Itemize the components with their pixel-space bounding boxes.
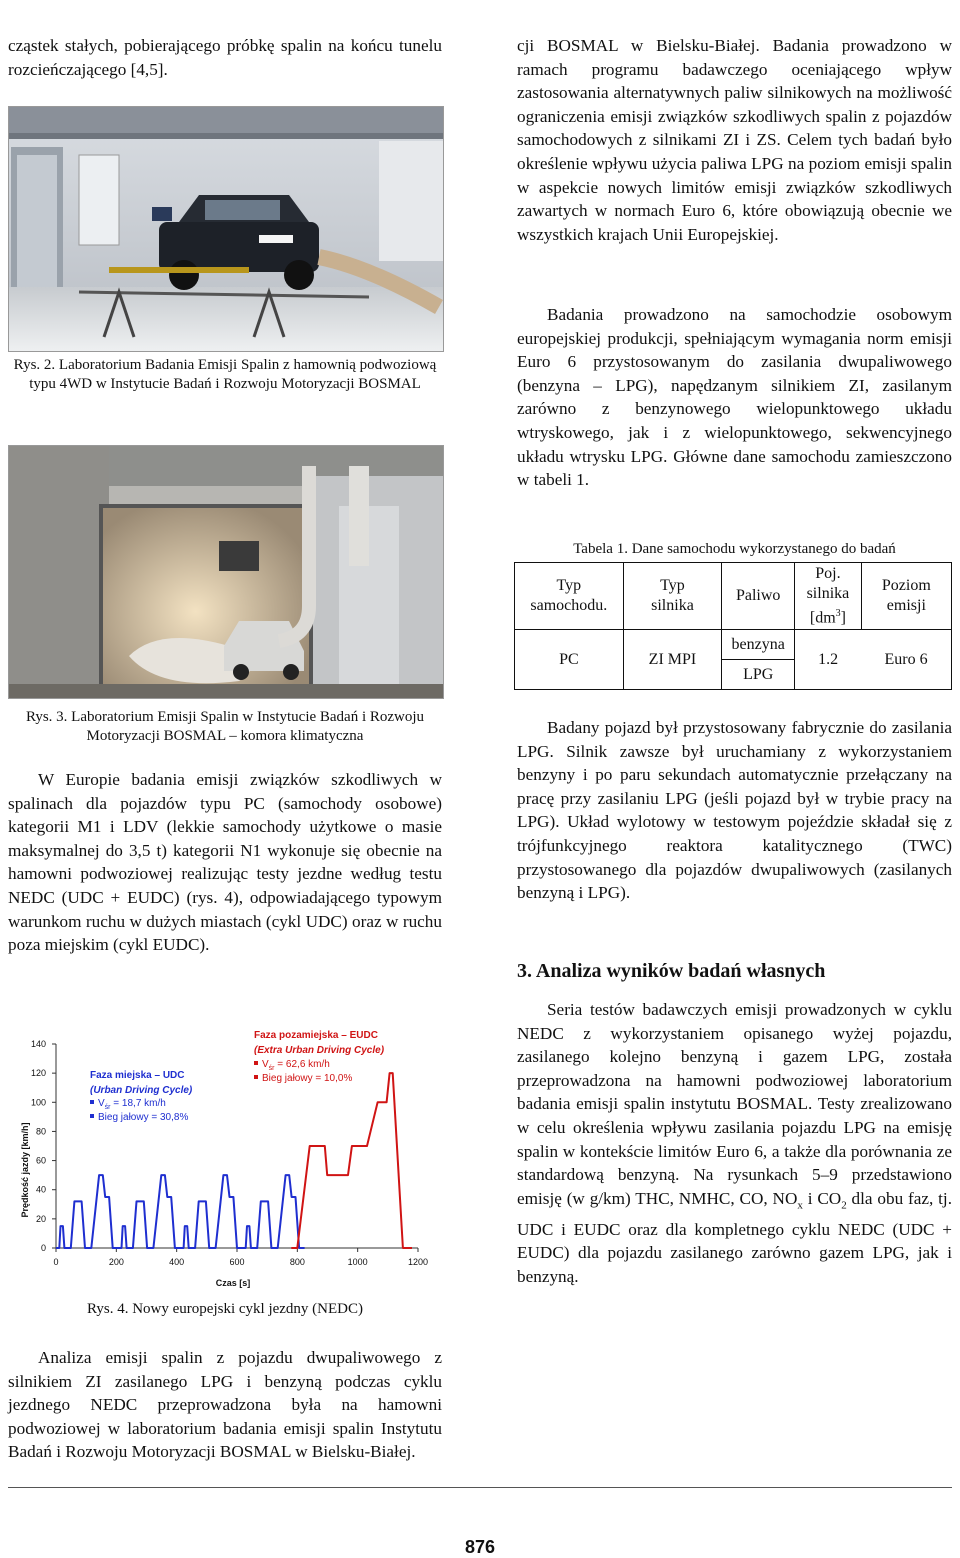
- table-header-engine-capacity: [795, 563, 862, 630]
- paragraph-particles: cząstek stałych, pobierającego próbkę spalin na końcu tunelu rozcieńczającego [4,5].: [8, 36, 442, 79]
- paragraph-results-c: dla obu faz, tj. UDC i EUDC oraz dla kompletnego cyklu NEDC (UDC + EUDC) dla pojazdu zasilanego zarówno gazem LPG, jak i benzyną.: [517, 1188, 952, 1286]
- co2-subscript: 2: [841, 1199, 847, 1212]
- eudc-annotation-sub: (Extra Urban Driving Cycle): [254, 1045, 385, 1056]
- photo-climate-chamber: [8, 445, 444, 699]
- table-header-car-type: Typ samochodu.: [515, 563, 624, 630]
- paragraph-research-program: cji BOSMAL w Bielsku-Białej. Badania prowadzono w ramach programu badawczego oceniającego wpływ zastosowania alternatywnych paliw silnikowych na możliwość ograniczenia emisji związków szkodliwych spalin z pojazdów samochodowych z silnikami ZI i ZS. Celem tych badań było określenie wpływu użycia paliwa LPG na poziom emisji spalin w aspekcie nowych limitów emisji związków szkodliwych zawartych w normach Euro 6, które obowiązują obecnie we wszystkich krajach Unii Europejskiej.: [517, 36, 952, 244]
- y-axis-label: Prędkość jazdy [km/h]: [20, 1122, 30, 1218]
- section-heading-3: 3. Analiza wyników badań własnych: [517, 960, 826, 982]
- table-header-emission-level: Poziom emisji: [861, 563, 951, 630]
- udc-avg-speed-sub: śr: [104, 1104, 111, 1111]
- udc-idle: Bieg jałowy = 30,8%: [98, 1112, 189, 1123]
- eudc-idle: Bieg jałowy = 10,0%: [262, 1073, 353, 1084]
- y-tick-label: 140: [30, 1039, 46, 1049]
- paragraph-analysis: Analiza emisji spalin z pojazdu dwupaliwowego z silnikiem ZI zasilanego LPG i benzyną podczas cyklu jezdnego NEDC przeprowadzona była na hamowni podwoziowej w laboratorium badania emisji spalin Instytutu Badań i Rozwoju Motoryzacji BOSMAL w Bielsku-Białej.: [8, 1348, 442, 1462]
- udc-annotation: [90, 1070, 193, 1123]
- photo-lab-illustration: [9, 107, 443, 351]
- y-tick-label: 80: [35, 1126, 46, 1137]
- x-tick-label: 400: [169, 1257, 185, 1267]
- y-tick-label: 0: [40, 1243, 46, 1253]
- x-tick-label: 1000: [347, 1257, 368, 1267]
- figure-2-caption: Rys. 2. Laboratorium Badania Emisji Spalin z hamownią podwoziową typu 4WD w Instytucie Badań i Rozwoju Motoryzacji BOSMAL: [13, 357, 437, 392]
- eudc-avg-speed-v: V: [262, 1059, 269, 1070]
- paragraph-vehicle: Badany pojazd był przystosowany fabrycznie do zasilania LPG. Silnik zawsze był uruchamiany z wykorzystaniem benzyny i po paru sekundach automatycznie przełączany na pracę przy zasilaniu LPG (jeśli pojazd był w trybie pracy na LPG). Układ wylotowy w testowym pojeździe składał się z trójfunkcyjnego reaktora katalitycznego (TWC) przystosowanego dla pojazdów dwupaliwowych (zasilanych benzyną i LPG).: [517, 718, 952, 903]
- table-cell-engine-type: ZI MPI: [623, 630, 722, 690]
- x-tick-label: 1200: [407, 1257, 429, 1267]
- table-row: [515, 630, 952, 660]
- udc-avg-speed: [98, 1098, 166, 1111]
- x-tick-label: 0: [53, 1257, 59, 1267]
- table-header-engine-capacity-a: Poj. silnika: [806, 564, 850, 602]
- x-tick-label: 200: [108, 1257, 124, 1267]
- udc-avg-speed-val: = 18,7 km/h: [110, 1098, 166, 1109]
- y-tick-label: 20: [35, 1213, 46, 1224]
- eudc-bullet-1: [254, 1061, 258, 1065]
- paragraph-results: [517, 998, 952, 1289]
- nedc-chart: [8, 1020, 442, 1295]
- eudc-series-line: [291, 1073, 412, 1248]
- photo-chamber-illustration: [9, 446, 443, 698]
- paragraph-test-car: Badania prowadzono na samochodzie osobowym europejskiej produkcji, spełniającym wymagania norm emisji Euro 6 przystosowanym do zasilania dwupaliwowego (benzyna – LPG), napędzanym silnikiem ZI, zasilanym zarówno z benzynowego wielopunktowego układu wtryskowego, jak i z wielopunktowego, sekwencyjnego układu wtrysku LPG. Główne dane samochodu zamieszczono w tabeli 1.: [517, 305, 952, 490]
- photo-chassis-dyno-lab: [8, 106, 444, 352]
- table-header-engine-type: Typ silnika: [623, 563, 722, 630]
- udc-series-line: [56, 1175, 305, 1248]
- nox-subscript: x: [797, 1199, 803, 1212]
- table-header-row: [515, 563, 952, 630]
- nedc-chart-svg: [8, 1020, 442, 1295]
- x-axis-label: Czas [s]: [215, 1278, 251, 1288]
- paragraph-europe: W Europie badania emisji związków szkodliwych w spalinach dla pojazdów typu PC (samochody osobowe) kategorii M1 i LDV (lekkie samochody użytkowe o masie maksymalnej do 3,5 t) kategorii N1 wykonuje się obecnie na hamowni podwoziowej realizując testy jezdne według testu NEDC (UDC + EUDC) (rys. 4), odpowiadającego typowym warunkom ruchu w dużych miastach (cykl UDC) oraz w ruchu poza miejskim (cykl EUDC).: [8, 770, 442, 955]
- eudc-annotation: [254, 1030, 385, 1084]
- table-header-engine-capacity-c: ]: [840, 609, 846, 627]
- chart-series-group: [56, 1073, 412, 1248]
- table-1-caption: Tabela 1. Dane samochodu wykorzystanego do badań: [573, 541, 896, 557]
- table-header-engine-capacity-sup: 3: [835, 607, 841, 619]
- figure-3-caption: Rys. 3. Laboratorium Emisji Spalin w Instytucie Badań i Rozwoju Motoryzacji BOSMAL – komora klimatyczna: [25, 709, 425, 744]
- x-tick-label: 600: [229, 1257, 245, 1267]
- x-tick-label: 800: [289, 1257, 305, 1267]
- table-car-data: [514, 562, 952, 690]
- y-tick-label: 40: [35, 1184, 46, 1195]
- udc-bullet-2: [90, 1114, 94, 1118]
- eudc-avg-speed-val: = 62,6 km/h: [274, 1059, 330, 1070]
- eudc-bullet-2: [254, 1075, 258, 1079]
- table-cell-fuel-petrol: benzyna: [722, 630, 795, 660]
- table-cell-fuel-lpg: LPG: [722, 660, 795, 690]
- eudc-avg-speed-sub: śr: [268, 1065, 275, 1072]
- table-cell-emission-level: Euro 6: [861, 630, 951, 690]
- eudc-avg-speed: [262, 1059, 330, 1072]
- y-tick-label: 120: [30, 1068, 46, 1079]
- udc-bullet-1: [90, 1100, 94, 1104]
- page-number: 876: [464, 1537, 496, 1557]
- udc-avg-speed-v: V: [98, 1098, 105, 1109]
- table-cell-engine-capacity: 1.2: [795, 630, 862, 690]
- y-tick-label: 60: [35, 1155, 46, 1166]
- udc-annotation-sub: (Urban Driving Cycle): [90, 1085, 193, 1096]
- eudc-annotation-title: Faza pozamiejska – EUDC: [254, 1030, 378, 1041]
- udc-annotation-title: Faza miejska – UDC: [90, 1070, 185, 1081]
- table-header-fuel: Paliwo: [722, 563, 795, 630]
- footer-rule: [8, 1487, 952, 1488]
- paragraph-results-b: i CO: [802, 1188, 842, 1208]
- paragraph-results-a: Seria testów badawczych emisji prowadzonych w cyklu NEDC z wykorzystaniem opisanego wyżej pojazdu, zasilanego kolejno benzyną i gazem LPG, została przeprowadzona na hamowni podwoziowej laboratorium badania emisji spalin instytutu BOSMAL. Testy zrealizowano w celu określenia wpływu zasilania pojazdu LPG na emisję spalin w kontekście limitów Euro 6, a także dla porównania ze standardową benzyną. Na rysunkach 5–9 przedstawiono emisję (w g/km) THC, NMHC, CO, NO: [517, 1000, 952, 1208]
- figure-4-caption: Rys. 4. Nowy europejski cykl jezdny (NEDC): [86, 1301, 364, 1317]
- y-tick-label: 100: [30, 1097, 46, 1108]
- table-header-engine-capacity-b: [dm: [809, 609, 836, 627]
- table-cell-car-type: PC: [515, 630, 624, 690]
